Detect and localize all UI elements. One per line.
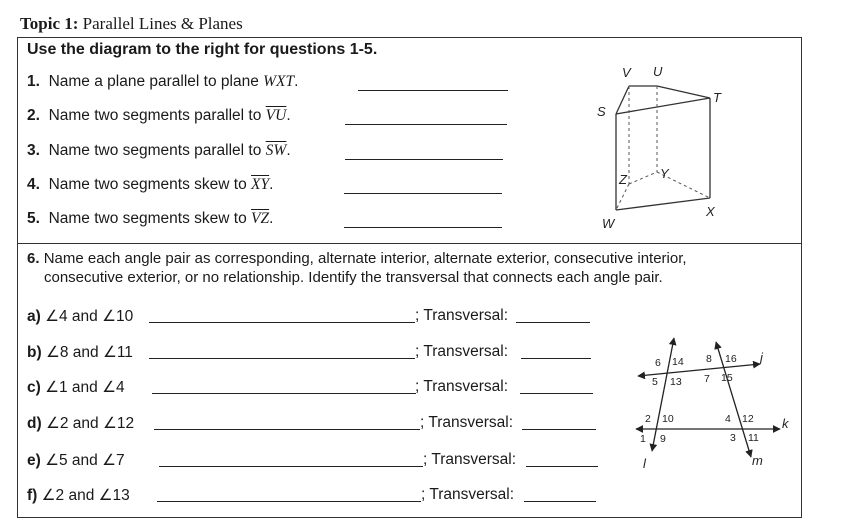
subquestion-a: a) ∠4 and ∠10 [27,308,134,325]
angle-1: 1 [640,433,646,445]
label-s: S [597,104,606,119]
transversal-label-b: ; Transversal: [415,343,509,360]
angle-3: 3 [730,432,736,444]
transversal-label-a: ; Transversal: [415,307,509,324]
hidden-edge-zw [616,184,629,210]
subquestion-d: d) ∠2 and ∠12 [27,415,135,432]
answer-blank-2[interactable] [345,124,507,125]
answer-blank-3[interactable] [345,159,503,160]
transversal-label-c: ; Transversal: [415,378,509,395]
transversal-diagram [620,325,805,475]
angle-14: 14 [672,356,684,368]
answer-blank-4[interactable] [344,193,502,194]
angle-answer-blank-e[interactable] [159,466,423,467]
segment-ref: $\overline{XY}$ [251,176,270,193]
angle-2: 2 [645,413,651,425]
line-label-m: m [752,453,763,468]
question-5: 5. Name two segments skew to $\overline{VZ}$. [27,210,274,227]
angle-6: 6 [655,357,661,369]
question-4: 4. Name two segments skew to $\overline{XY}$. [27,176,274,193]
subquestion-c: c) ∠1 and ∠4 [27,379,125,396]
transversal-blank-f[interactable] [524,501,596,502]
angle-5: 5 [652,376,658,388]
angle-15: 15 [721,372,733,384]
transversal-blank-c[interactable] [520,393,593,394]
label-u: U [653,64,663,79]
edge-ut [657,86,710,98]
question-3: 3. Name two segments parallel to $\overline{SW}$. [27,142,291,159]
angle-7: 7 [704,373,710,385]
angle-answer-blank-f[interactable] [157,501,421,502]
question-1: 1. Name a plane parallel to plane WXT. [27,73,299,90]
transversal-label-f: ; Transversal: [421,486,515,503]
angle-answer-blank-c[interactable] [152,393,416,394]
line-label-j: j [760,350,763,365]
label-v: V [622,65,631,80]
transversal-blank-a[interactable] [516,322,590,323]
section-divider [17,243,802,244]
topic-title [20,14,243,34]
segment-ref: $\overline{VU}$ [265,107,287,124]
line-label-k: k [782,416,789,431]
transversal-blank-d[interactable] [522,429,596,430]
instructions: Use the diagram to the right for questions 1-5. [27,41,378,58]
question-2: 2. Name two segments parallel to $\overline{VU}$. [27,107,291,124]
angle-answer-blank-d[interactable] [154,429,420,430]
topic-label: Topic 1: [20,14,79,33]
label-w: W [602,216,615,231]
edge-wx [616,198,710,210]
edge-st [616,98,710,114]
angle-12: 12 [742,413,754,425]
transversal-blank-e[interactable] [526,466,598,467]
angle-answer-blank-a[interactable] [149,322,415,323]
angle-answer-blank-b[interactable] [149,358,415,359]
subquestion-e: e) ∠5 and ∠7 [27,452,125,469]
prism-diagram [590,58,740,238]
label-y: Y [660,166,669,181]
transversal-blank-b[interactable] [521,358,591,359]
subquestion-b: b) ∠8 and ∠11 [27,344,133,361]
segment-ref: $\overline{VZ}$ [251,210,270,227]
segment-ref: $\overline{SW}$ [265,142,287,159]
transversal-label-e: ; Transversal: [423,451,517,468]
answer-blank-1[interactable] [358,90,508,91]
label-z: Z [619,172,627,187]
angle-10: 10 [662,413,674,425]
angle-4: 4 [725,413,731,425]
label-t: T [713,90,721,105]
angle-11: 11 [748,432,759,444]
subquestion-f: f) ∠2 and ∠13 [27,487,130,504]
transversal-label-d: ; Transversal: [420,414,514,431]
edge-vs [616,86,629,114]
angle-13: 13 [670,376,682,388]
line-label-l: l [643,456,646,471]
label-x: X [706,204,715,219]
angle-16: 16 [725,353,737,365]
hidden-edge-zy [629,172,657,184]
topic-name: Parallel Lines & Planes [82,14,243,33]
question-6: 6. Name each angle pair as corresponding, alternate interior, alternate exterior, consecutive interior, consecutive exterior, or no relationship. Identify the transversal that connects each angle pair. [27,250,687,286]
angle-9: 9 [660,433,666,445]
plane-ref: WXT [263,73,295,90]
answer-blank-5[interactable] [344,227,502,228]
angle-8: 8 [706,353,712,365]
